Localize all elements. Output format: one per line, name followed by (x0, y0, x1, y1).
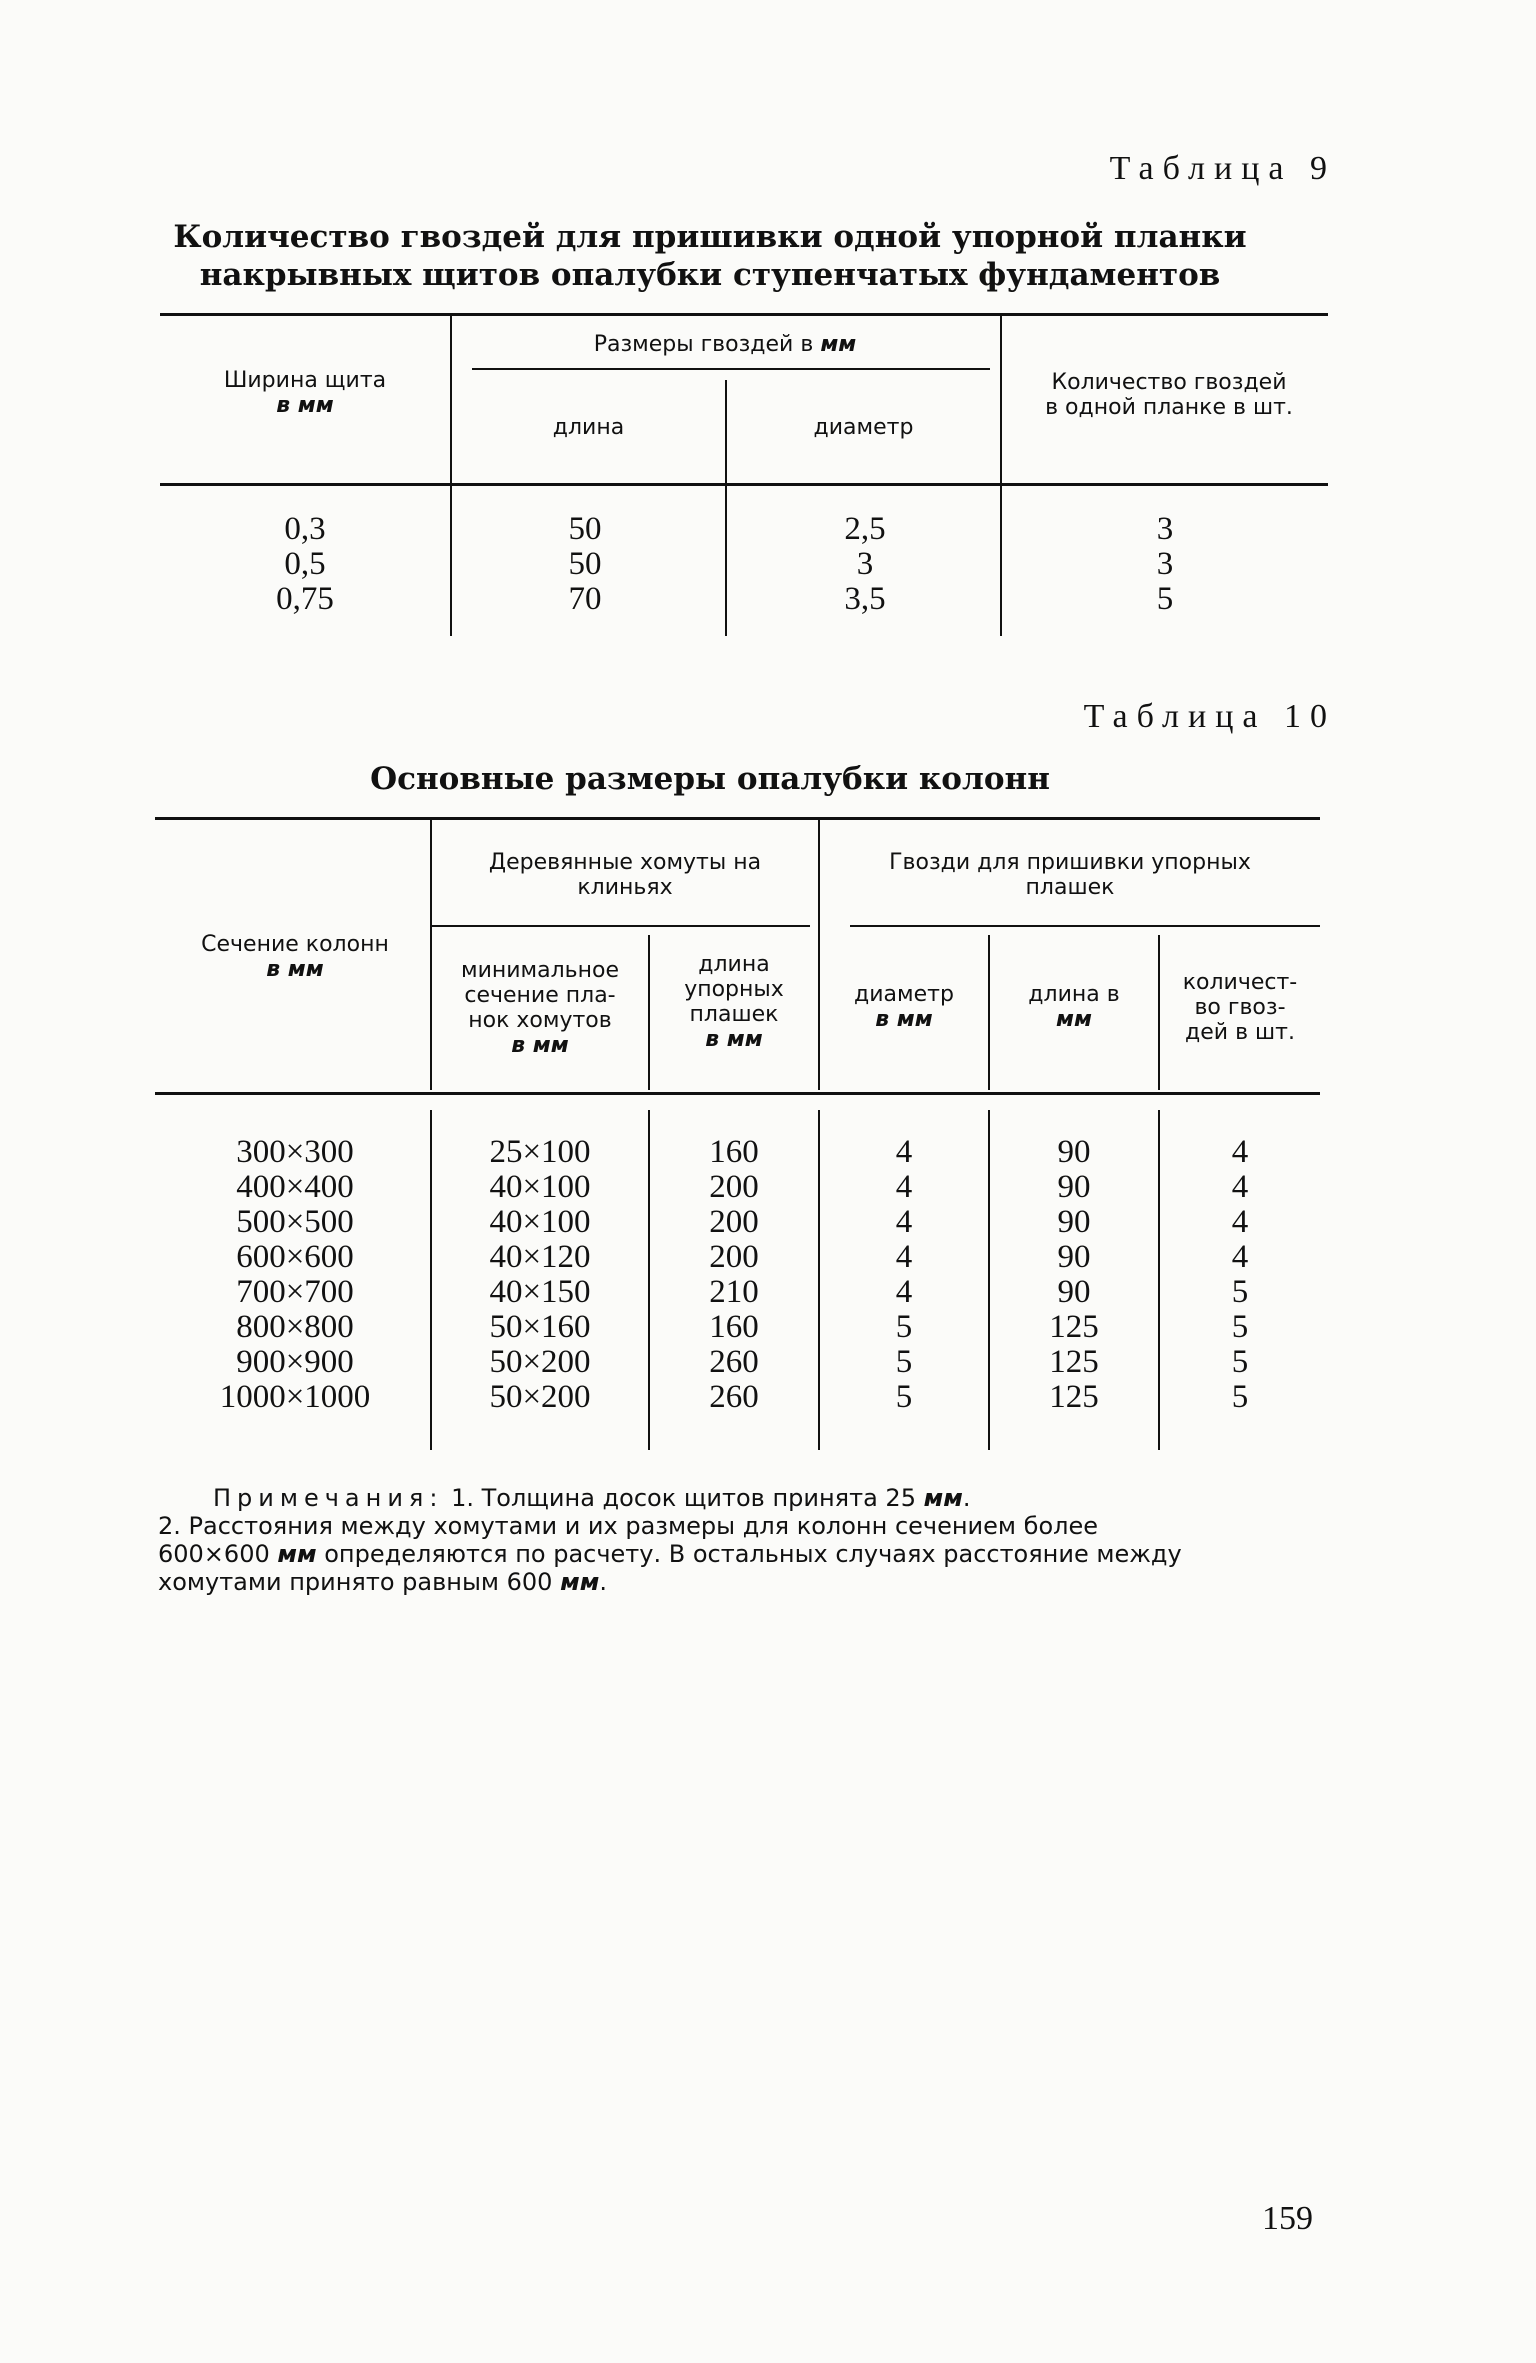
note-text: хомутами принято равным 600 (158, 1568, 553, 1596)
table10-header-nails (820, 850, 1320, 900)
table-cell: 5 (1231, 1274, 1249, 1310)
table9-title-line1: Количество гвоздей для пришивки одной упорной планки (173, 219, 1247, 255)
table-cell: 500×500 (236, 1204, 354, 1240)
header-text: Деревянные хомуты на (488, 850, 762, 875)
table10-header-rule (155, 1092, 1320, 1095)
table-cell: 4 (1231, 1134, 1249, 1170)
table-cell: 200 (709, 1204, 759, 1240)
table9-header-length: длина (552, 415, 625, 440)
table9-header-width (160, 368, 450, 418)
table9-vline-3 (1000, 316, 1002, 636)
table9-col-diameter (740, 512, 990, 617)
header-text: клиньях (577, 875, 673, 900)
table9-col-count (1040, 512, 1290, 617)
table-cell: 5 (895, 1344, 913, 1380)
table10-top-rule (155, 817, 1320, 820)
table-cell: 3 (1156, 511, 1174, 547)
notes-label: Примечания: (213, 1484, 444, 1512)
table-cell: 4 (1231, 1204, 1249, 1240)
table-cell: 200 (709, 1239, 759, 1275)
table-cell: 50×200 (489, 1344, 591, 1380)
note-line-4: хомутами принято равным 600 мм. (158, 1568, 607, 1596)
table-cell: 0,75 (276, 581, 334, 617)
note-line-1: Примечания: 1. Толщина досок щитов принята 25 мм. (213, 1484, 971, 1512)
header-text: плашек (689, 1002, 779, 1027)
table-cell: 90 (1057, 1239, 1091, 1275)
table10-col-qty (1160, 1135, 1320, 1415)
header-text: дей в шт. (1185, 1020, 1295, 1045)
header-unit: в мм (276, 393, 334, 418)
table-cell: 4 (895, 1204, 913, 1240)
table10-subheader-rule-left (430, 925, 810, 927)
table-cell: 90 (1057, 1134, 1091, 1170)
header-text: во гвоз- (1194, 995, 1286, 1020)
note-text: 1. Толщина досок щитов принята 25 (451, 1484, 916, 1512)
table-cell: 40×100 (489, 1204, 591, 1240)
table-cell: 0,3 (284, 511, 326, 547)
table9-subheader-rule (472, 368, 990, 370)
note-line-3 (158, 1540, 1323, 1568)
table-cell: 3 (856, 546, 874, 582)
table10-header-section (160, 932, 430, 982)
table-cell: 4 (1231, 1169, 1249, 1205)
table9-header-rule (160, 483, 1328, 486)
table10-col-diameter (820, 1135, 988, 1415)
table-cell: 800×800 (236, 1309, 354, 1345)
table-cell: 5 (895, 1309, 913, 1345)
note-text: 600×600 (158, 1540, 270, 1568)
table-cell: 3 (1156, 546, 1174, 582)
table9-col-length (460, 512, 710, 617)
table-cell: 125 (1049, 1309, 1099, 1345)
table10-col-nail-length (990, 1135, 1158, 1415)
table-cell: 600×600 (236, 1239, 354, 1275)
header-unit: в мм (511, 1033, 569, 1058)
table10-col-plank-length (650, 1135, 818, 1415)
table-cell: 4 (895, 1274, 913, 1310)
header-text: Сечение колонн (201, 932, 389, 957)
header-unit: мм (1056, 1007, 1092, 1032)
header-text: нок хомутов (468, 1008, 612, 1033)
note-unit: мм (923, 1484, 963, 1512)
header-text: в одной планке в шт. (1045, 395, 1293, 420)
table-cell: 160 (709, 1309, 759, 1345)
header-text: Размеры гвоздей в (593, 332, 814, 357)
table-cell: 125 (1049, 1344, 1099, 1380)
table-cell: 0,5 (284, 546, 326, 582)
table-cell: 5 (1231, 1309, 1249, 1345)
header-text: Гвозди для пришивки упорных (889, 850, 1251, 875)
page-number: 159 (1262, 2200, 1313, 2237)
table-cell: 5 (1231, 1379, 1249, 1415)
header-text: количест- (1182, 970, 1298, 995)
table10-header-nail-length (990, 982, 1158, 1032)
table-cell: 50×160 (489, 1309, 591, 1345)
table-cell: 50 (568, 546, 602, 582)
table10-caption: Таблица 10 (1083, 698, 1336, 735)
table10-header-diameter (820, 982, 988, 1032)
header-text: плашек (1025, 875, 1115, 900)
table10-title: Основные размеры опалубки колонн (370, 761, 1050, 797)
table10-col-min-section (432, 1135, 648, 1415)
table-cell: 900×900 (236, 1344, 354, 1380)
note-text: 2. Расстояния между хомутами и их размеры для колонн сечением более (158, 1512, 1098, 1540)
table-cell: 40×150 (489, 1274, 591, 1310)
table-cell: 40×100 (489, 1169, 591, 1205)
table-cell: 260 (709, 1344, 759, 1380)
header-text: Ширина щита (223, 368, 387, 393)
note-text: определяются по расчету. В остальных случаях расстояние между (324, 1540, 1182, 1568)
table-cell: 700×700 (236, 1274, 354, 1310)
table-cell: 5 (1156, 581, 1174, 617)
header-text: длина (698, 952, 770, 977)
table-cell: 5 (895, 1379, 913, 1415)
table-cell: 4 (895, 1169, 913, 1205)
header-unit: мм (820, 332, 857, 357)
table9-header-diameter: диаметр (813, 415, 914, 440)
table-cell: 125 (1049, 1379, 1099, 1415)
table9-col-width (180, 512, 430, 617)
table-cell: 5 (1231, 1344, 1249, 1380)
table9-top-rule (160, 313, 1328, 316)
table10-header-qty (1160, 970, 1320, 1045)
table-cell: 25×100 (489, 1134, 591, 1170)
table-cell: 90 (1057, 1274, 1091, 1310)
header-text: упорных (684, 977, 784, 1002)
table-cell: 4 (895, 1134, 913, 1170)
table-cell: 260 (709, 1379, 759, 1415)
header-unit: в мм (705, 1027, 763, 1052)
table-cell: 3,5 (844, 581, 886, 617)
table9-caption: Таблица 9 (1109, 150, 1336, 187)
table-cell: 90 (1057, 1204, 1091, 1240)
table-cell: 400×400 (236, 1169, 354, 1205)
table-cell: 200 (709, 1169, 759, 1205)
table-cell: 160 (709, 1134, 759, 1170)
table-cell: 70 (568, 581, 602, 617)
table-cell: 4 (1231, 1239, 1249, 1275)
note-line-2 (158, 1512, 1323, 1540)
table10-subheader-rule-right (850, 925, 1320, 927)
header-text: минимальное (460, 958, 620, 983)
table-cell: 40×120 (489, 1239, 591, 1275)
table-cell: 1000×1000 (219, 1379, 371, 1415)
note-unit: мм (277, 1540, 317, 1568)
table-cell: 300×300 (236, 1134, 354, 1170)
table-cell: 50 (568, 511, 602, 547)
table9-header-nail-sizes (460, 332, 990, 357)
table10-header-min-section (432, 958, 648, 1058)
table9-title (160, 218, 1260, 294)
notes (158, 1484, 1323, 1596)
table9-header-count (1004, 370, 1334, 420)
table9-vline-1 (450, 316, 452, 636)
table-cell: 210 (709, 1274, 759, 1310)
header-text: сечение пла- (464, 983, 616, 1008)
table-cell: 2,5 (844, 511, 886, 547)
table10-header-clamps (432, 850, 818, 900)
note-unit: мм (560, 1568, 600, 1596)
header-unit: в мм (266, 957, 324, 982)
table10-header-plank-length (650, 952, 818, 1052)
header-text: Количество гвоздей (1051, 370, 1287, 395)
header-unit: в мм (875, 1007, 933, 1032)
header-text: диаметр (854, 982, 954, 1007)
table9-title-line2: накрывных щитов опалубки ступенчатых фундаментов (199, 257, 1221, 293)
table-cell: 50×200 (489, 1379, 591, 1415)
table-cell: 4 (895, 1239, 913, 1275)
header-text: длина в (1028, 982, 1120, 1007)
table10-col-section (165, 1135, 425, 1415)
table-cell: 90 (1057, 1169, 1091, 1205)
